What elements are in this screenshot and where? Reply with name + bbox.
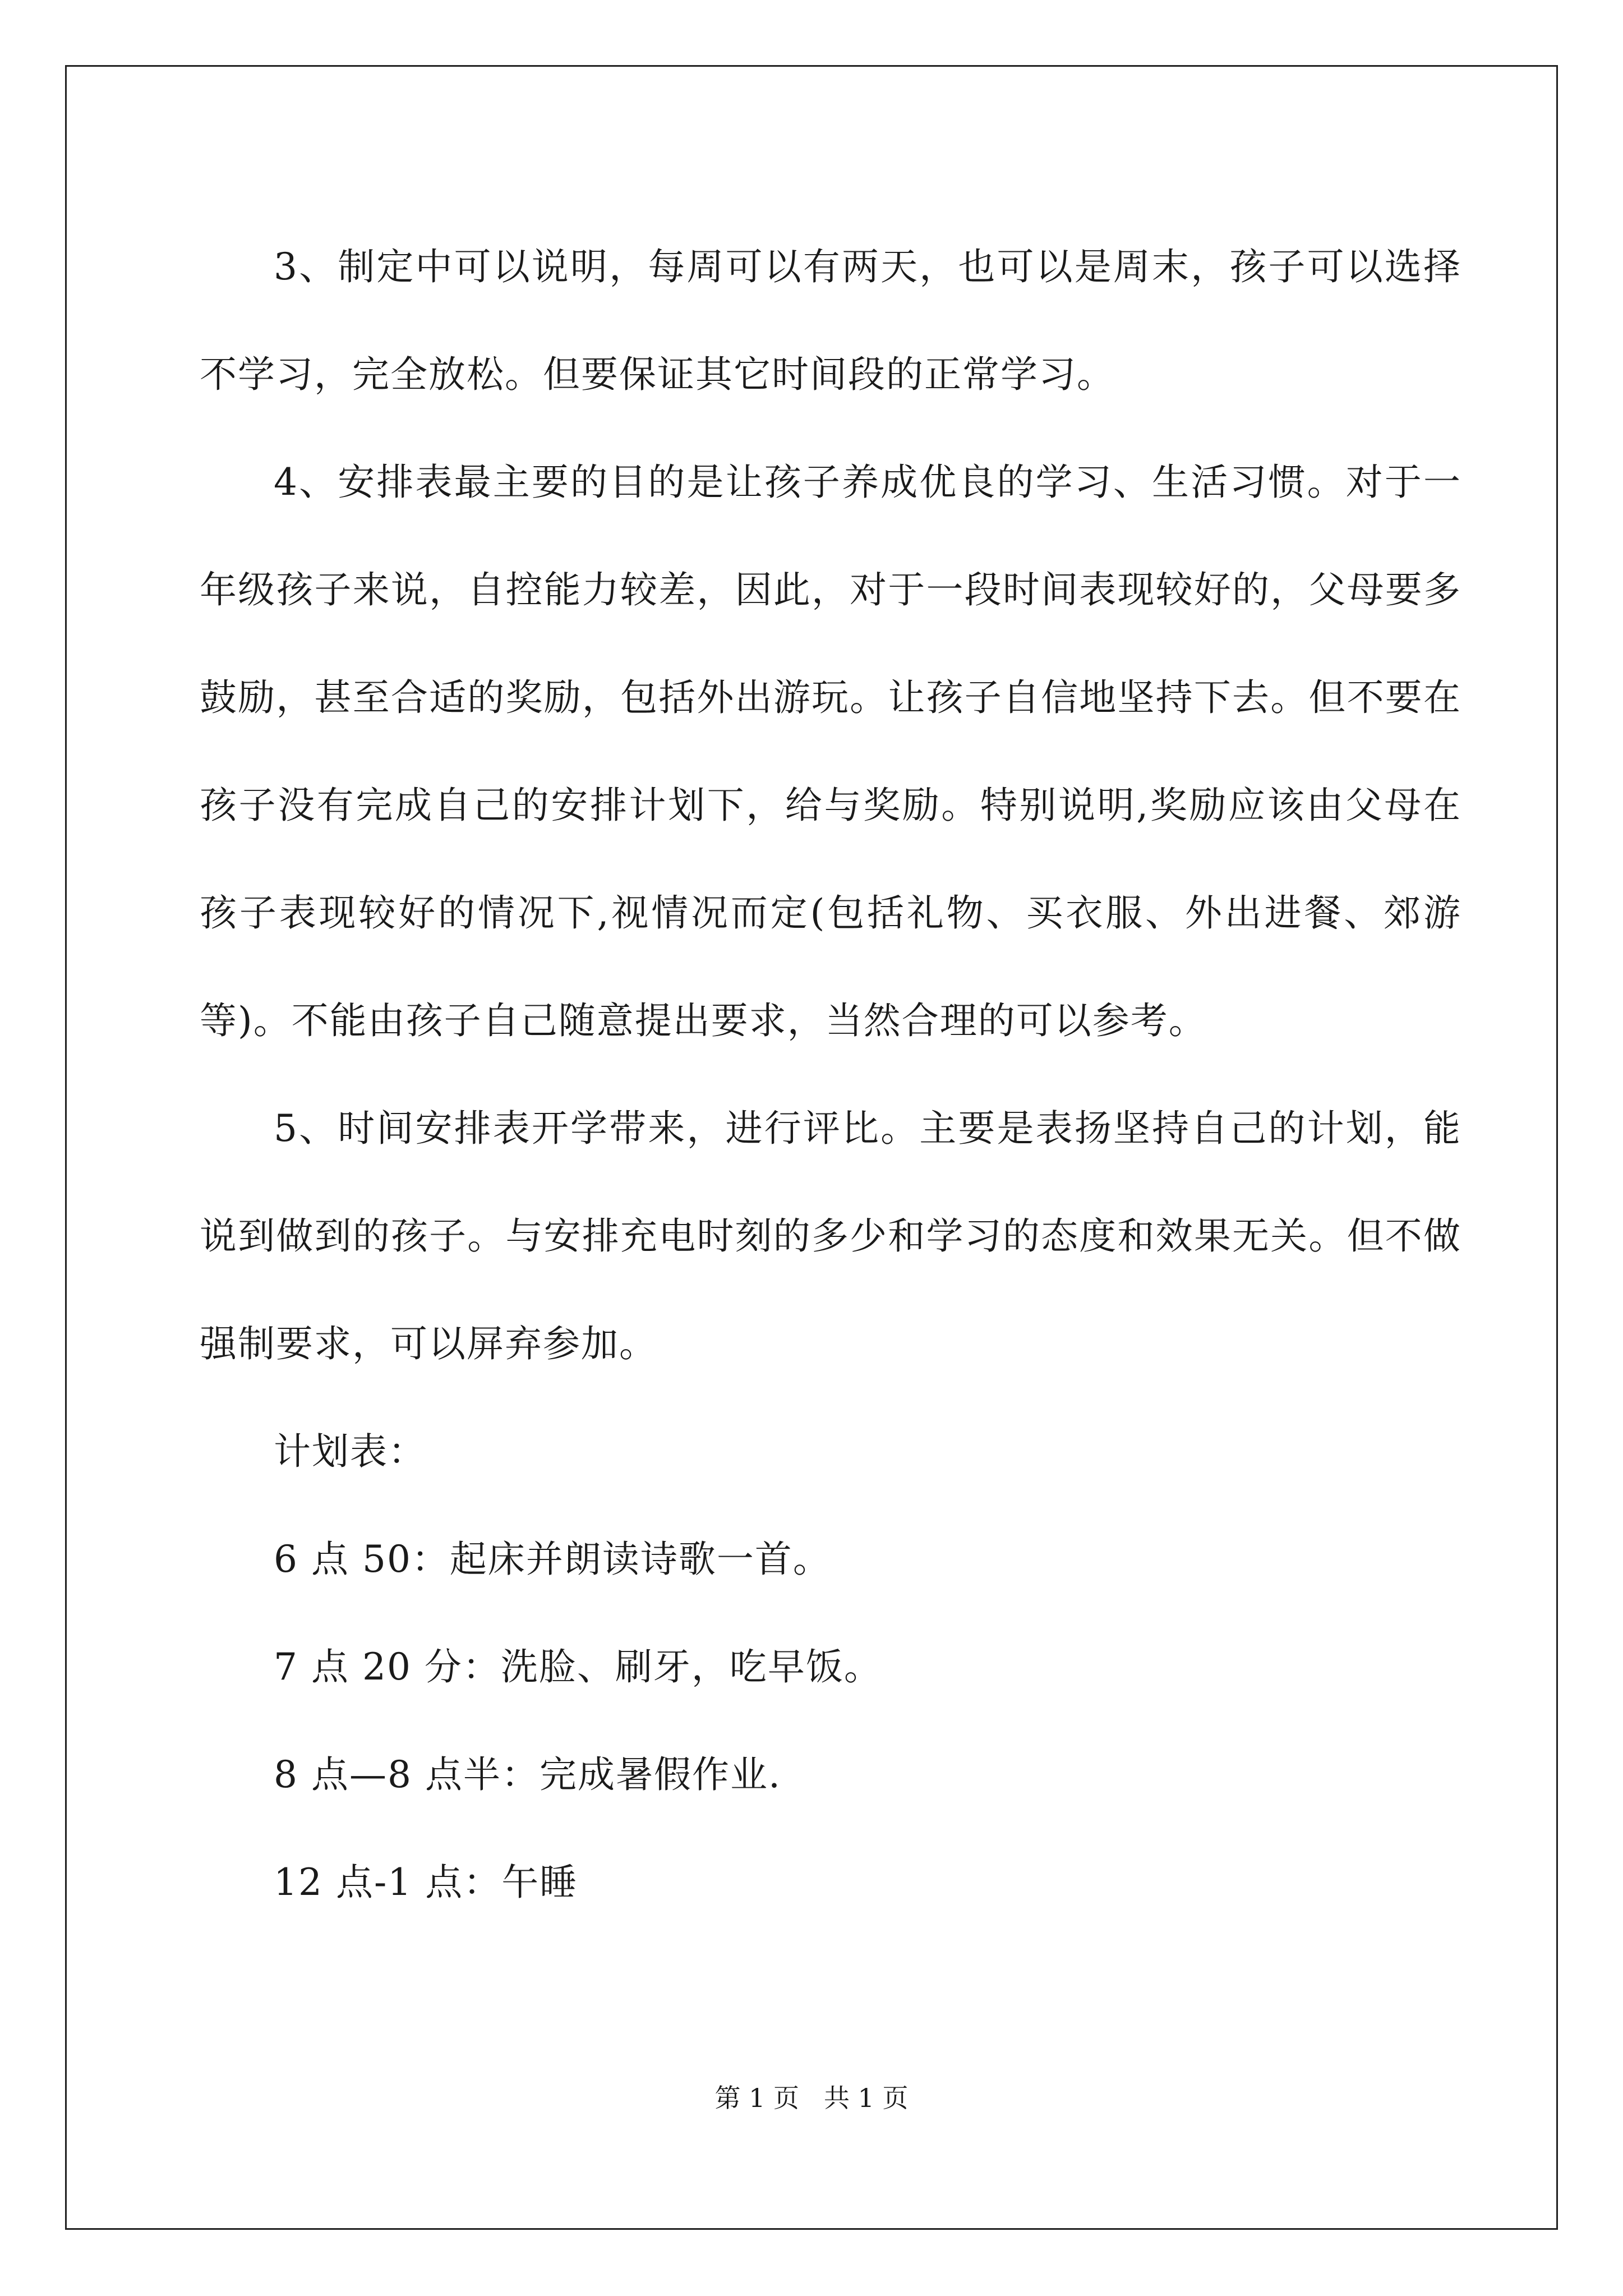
schedule-item: 6 点 50：起床并朗读诗歌一首。 [274,1538,831,1581]
document-body [200,213,1461,1936]
page-total: 共 1 页 [824,2083,909,2113]
paragraph-3: 3、制定中可以说明，每周可以有两天，也可以是周末，孩子可以选择不学习，完全放松。但要保证其它时间段的正常学习。 [200,245,1461,396]
page-footer [0,2081,1623,2115]
schedule-item: 8 点—8 点半：完成暑假作业. [274,1753,781,1796]
schedule-title: 计划表： [274,1430,426,1473]
schedule-item: 7 点 20 分：洗脸、刷牙，吃早饭。 [274,1645,882,1688]
paragraph-5: 5、时间安排表开学带来，进行评比。主要是表扬坚持自己的计划，能说到做到的孩子。与安排充电时刻的多少和学习的态度和效果无关。但不做强制要求，可以屏弃参加。 [200,1107,1461,1365]
schedule-item: 12 点-1 点：午睡 [274,1861,578,1904]
page-number: 第 1 页 [714,2083,799,2113]
paragraph-4: 4、安排表最主要的目的是让孩子养成优良的学习、生活习惯。对于一年级孩子来说，自控能力较差，因此，对于一段时间表现较好的，父母要多鼓励，甚至合适的奖励，包括外出游玩。让孩子自信地坚持下去。但不要在孩子没有完成自己的安排计划下，给与奖励。特别说明,奖励应该由父母在孩子表现较好的情况下,视情况而定(包括礼物、买衣服、外出进餐、郊游等)。不能由孩子自己随意提出要求，当然合理的可以参考。 [200,461,1461,1042]
